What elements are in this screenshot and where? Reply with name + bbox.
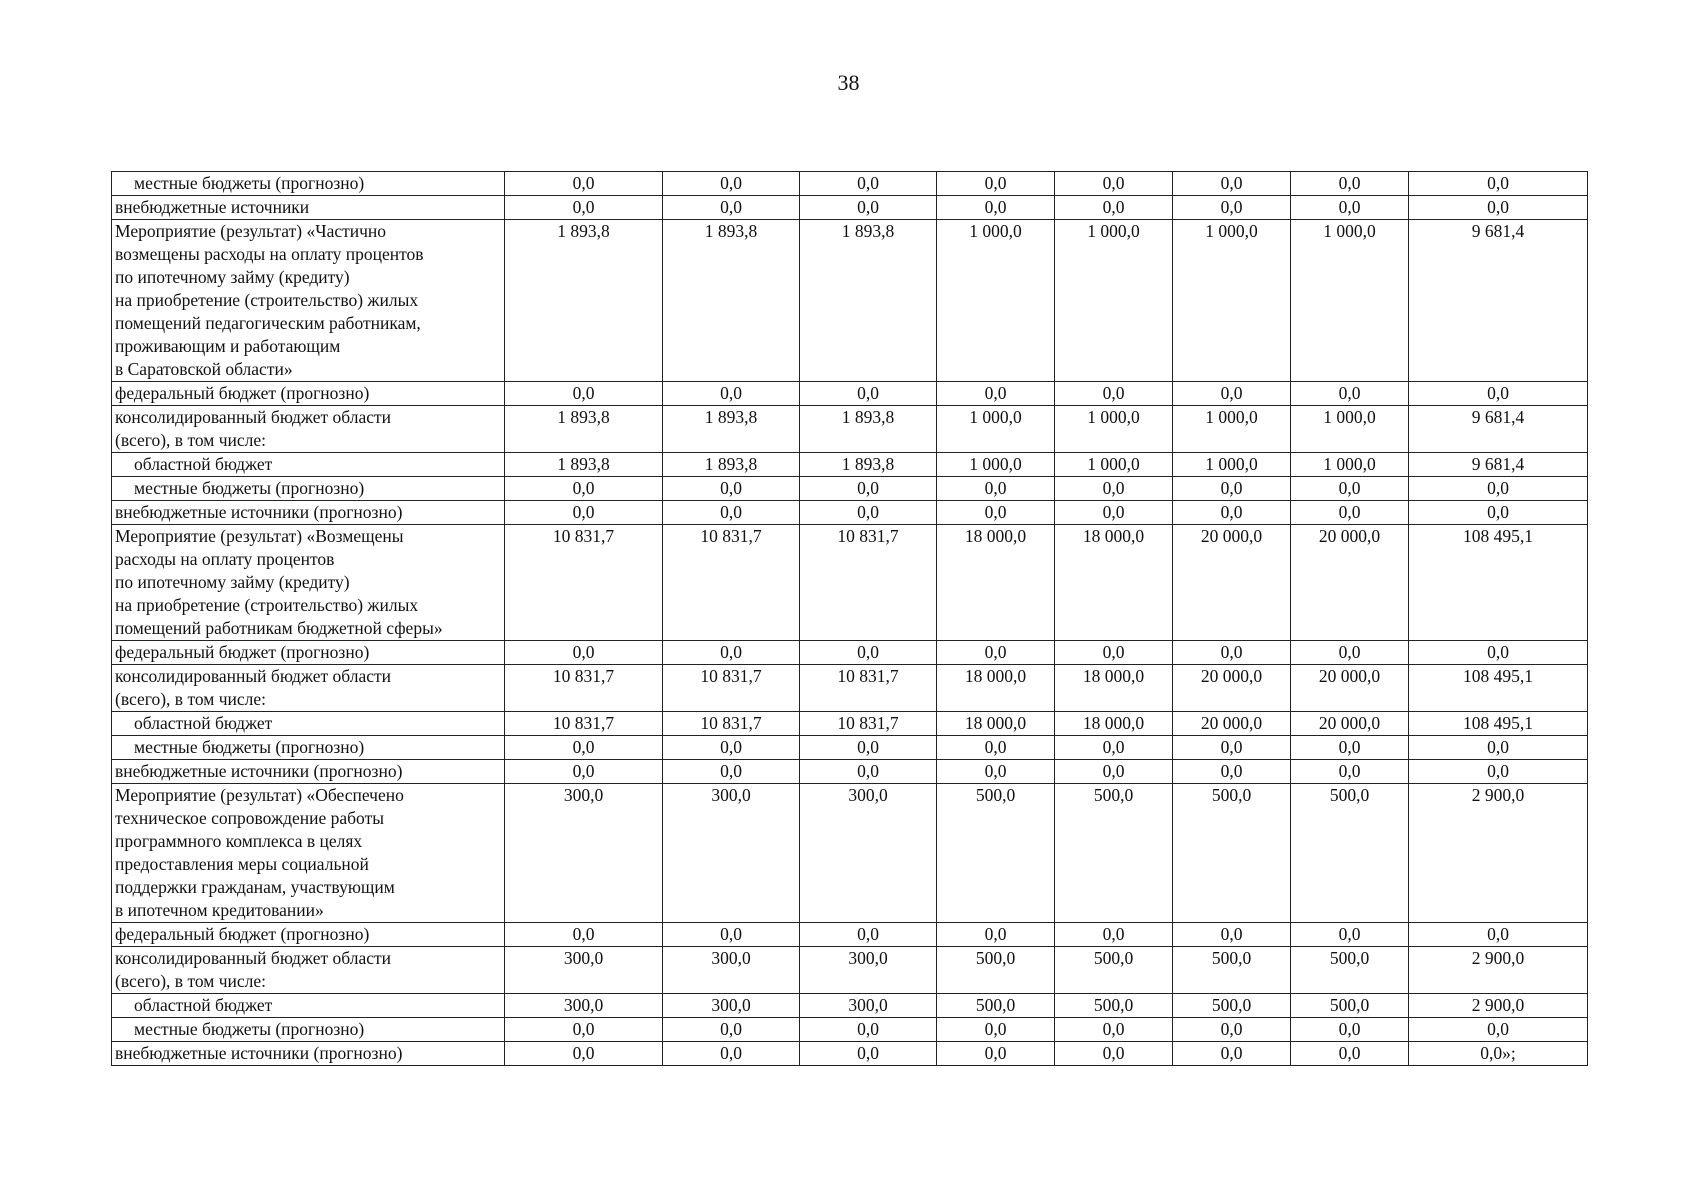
table-row [112,641,1588,665]
value-cell: 0,0 [1291,923,1409,947]
value-cell: 0,0 [663,477,800,501]
value-cell: 500,0 [937,994,1055,1018]
value-cell: 0,0 [800,1042,937,1066]
total-cell: 0,0 [1409,501,1588,525]
value-cell: 10 831,7 [800,525,937,641]
total-cell: 108 495,1 [1409,712,1588,736]
value-cell: 0,0 [505,172,663,196]
row-label: местные бюджеты (прогнозно) [112,172,505,196]
row-label: местные бюджеты (прогнозно) [112,1018,505,1042]
value-cell: 0,0 [1173,501,1291,525]
value-cell: 1 893,8 [663,406,800,453]
value-cell: 0,0 [1055,1042,1173,1066]
value-cell: 0,0 [1291,1042,1409,1066]
table-row [112,172,1588,196]
value-cell: 1 893,8 [663,220,800,382]
table-row [112,947,1588,994]
value-cell: 0,0 [663,923,800,947]
value-cell: 0,0 [1173,736,1291,760]
total-cell: 2 900,0 [1409,994,1588,1018]
value-cell: 500,0 [1291,947,1409,994]
value-cell: 0,0 [663,736,800,760]
row-label: местные бюджеты (прогнозно) [112,736,505,760]
value-cell: 500,0 [1173,784,1291,923]
value-cell: 300,0 [663,994,800,1018]
value-cell: 10 831,7 [800,712,937,736]
value-cell: 0,0 [663,760,800,784]
value-cell: 0,0 [800,172,937,196]
value-cell: 0,0 [1291,760,1409,784]
value-cell: 0,0 [1055,641,1173,665]
value-cell: 18 000,0 [937,525,1055,641]
value-cell: 0,0 [1055,477,1173,501]
value-cell: 300,0 [663,947,800,994]
total-cell: 0,0 [1409,477,1588,501]
value-cell: 300,0 [663,784,800,923]
table-row [112,501,1588,525]
value-cell: 1 893,8 [800,220,937,382]
value-cell: 300,0 [800,947,937,994]
total-cell: 9 681,4 [1409,220,1588,382]
value-cell: 0,0 [937,172,1055,196]
value-cell: 0,0 [505,1042,663,1066]
value-cell: 1 893,8 [800,406,937,453]
table-row [112,784,1588,923]
value-cell: 10 831,7 [663,665,800,712]
value-cell: 0,0 [1173,477,1291,501]
value-cell: 18 000,0 [1055,712,1173,736]
row-label: областной бюджет [112,994,505,1018]
total-cell: 9 681,4 [1409,453,1588,477]
value-cell: 1 000,0 [1173,406,1291,453]
row-label: консолидированный бюджет области (всего), в том числе: [112,947,505,994]
total-cell: 9 681,4 [1409,406,1588,453]
value-cell: 0,0 [800,477,937,501]
table-row [112,196,1588,220]
value-cell: 500,0 [1291,994,1409,1018]
value-cell: 500,0 [937,784,1055,923]
row-label: федеральный бюджет (прогнозно) [112,382,505,406]
budget-table [111,171,1588,1066]
value-cell: 0,0 [1173,172,1291,196]
total-cell: 0,0 [1409,736,1588,760]
value-cell: 0,0 [505,736,663,760]
value-cell: 500,0 [937,947,1055,994]
value-cell: 1 893,8 [505,406,663,453]
row-label: консолидированный бюджет области (всего), в том числе: [112,406,505,453]
value-cell: 0,0 [1291,641,1409,665]
row-label: федеральный бюджет (прогнозно) [112,923,505,947]
table-row [112,1042,1588,1066]
value-cell: 0,0 [1173,641,1291,665]
value-cell: 10 831,7 [505,665,663,712]
value-cell: 0,0 [937,196,1055,220]
value-cell: 300,0 [505,784,663,923]
value-cell: 0,0 [663,641,800,665]
value-cell: 0,0 [663,196,800,220]
value-cell: 0,0 [937,501,1055,525]
value-cell: 0,0 [1173,760,1291,784]
value-cell: 1 000,0 [937,220,1055,382]
value-cell: 0,0 [800,736,937,760]
row-label: областной бюджет [112,453,505,477]
value-cell: 1 893,8 [505,453,663,477]
row-label: внебюджетные источники (прогнозно) [112,1042,505,1066]
row-label: федеральный бюджет (прогнозно) [112,641,505,665]
value-cell: 0,0 [1291,196,1409,220]
value-cell: 0,0 [1055,760,1173,784]
row-label: областной бюджет [112,712,505,736]
value-cell: 10 831,7 [505,525,663,641]
value-cell: 0,0 [505,1018,663,1042]
value-cell: 0,0 [1055,501,1173,525]
table-row [112,220,1588,382]
total-cell: 108 495,1 [1409,665,1588,712]
value-cell: 1 000,0 [1291,220,1409,382]
value-cell: 1 000,0 [1173,220,1291,382]
total-cell: 2 900,0 [1409,784,1588,923]
row-label: внебюджетные источники (прогнозно) [112,760,505,784]
value-cell: 0,0 [937,1042,1055,1066]
table-row [112,665,1588,712]
total-cell: 0,0 [1409,923,1588,947]
value-cell: 18 000,0 [937,712,1055,736]
total-cell: 2 900,0 [1409,947,1588,994]
value-cell: 0,0 [1291,172,1409,196]
value-cell: 0,0 [937,760,1055,784]
value-cell: 1 893,8 [663,453,800,477]
table-row [112,525,1588,641]
value-cell: 0,0 [1291,382,1409,406]
value-cell: 0,0 [1291,477,1409,501]
value-cell: 1 000,0 [1173,453,1291,477]
value-cell: 300,0 [505,947,663,994]
value-cell: 20 000,0 [1173,712,1291,736]
value-cell: 1 893,8 [505,220,663,382]
total-cell: 0,0 [1409,760,1588,784]
table-row [112,994,1588,1018]
value-cell: 0,0 [937,382,1055,406]
value-cell: 0,0 [1173,923,1291,947]
total-cell: 0,0 [1409,1018,1588,1042]
value-cell: 0,0 [505,501,663,525]
value-cell: 0,0 [663,1018,800,1042]
value-cell: 1 000,0 [1055,406,1173,453]
value-cell: 0,0 [800,923,937,947]
value-cell: 10 831,7 [663,525,800,641]
value-cell: 0,0 [1055,736,1173,760]
value-cell: 0,0 [1291,1018,1409,1042]
value-cell: 1 000,0 [1055,453,1173,477]
value-cell: 500,0 [1173,947,1291,994]
value-cell: 0,0 [800,1018,937,1042]
value-cell: 0,0 [937,1018,1055,1042]
value-cell: 18 000,0 [937,665,1055,712]
value-cell: 0,0 [937,736,1055,760]
table-row [112,382,1588,406]
row-label: Мероприятие (результат) «Частично возмещены расходы на оплату процентов по ипотечному займу (кредиту) на приобретение (строительство) жилых помещений педагогическим работникам, проживающим и работающим в Саратовской области» [112,220,505,382]
value-cell: 1 893,8 [800,453,937,477]
row-label: Мероприятие (результат) «Возмещены расходы на оплату процентов по ипотечному займу (кредиту) на приобретение (строительство) жилых помещений работникам бюджетной сферы» [112,525,505,641]
value-cell: 300,0 [800,784,937,923]
value-cell: 20 000,0 [1291,712,1409,736]
value-cell: 0,0 [1055,196,1173,220]
page-number: 38 [837,70,860,95]
table-row [112,736,1588,760]
total-cell: 0,0 [1409,641,1588,665]
value-cell: 20 000,0 [1291,525,1409,641]
value-cell: 1 000,0 [937,453,1055,477]
value-cell: 0,0 [800,641,937,665]
value-cell: 0,0 [1173,382,1291,406]
total-cell: 0,0»; [1409,1042,1588,1066]
value-cell: 0,0 [1173,1018,1291,1042]
value-cell: 20 000,0 [1173,525,1291,641]
row-label: консолидированный бюджет области (всего), в том числе: [112,665,505,712]
value-cell: 20 000,0 [1291,665,1409,712]
table-row [112,760,1588,784]
value-cell: 10 831,7 [800,665,937,712]
table-row [112,923,1588,947]
table-row [112,406,1588,453]
value-cell: 0,0 [663,172,800,196]
value-cell: 0,0 [505,760,663,784]
value-cell: 0,0 [1055,172,1173,196]
value-cell: 0,0 [1055,923,1173,947]
row-label: местные бюджеты (прогнозно) [112,477,505,501]
value-cell: 0,0 [1291,501,1409,525]
value-cell: 0,0 [1055,382,1173,406]
total-cell: 108 495,1 [1409,525,1588,641]
table-row [112,712,1588,736]
value-cell: 0,0 [800,196,937,220]
total-cell: 0,0 [1409,172,1588,196]
row-label: внебюджетные источники (прогнозно) [112,501,505,525]
value-cell: 500,0 [1291,784,1409,923]
value-cell: 300,0 [800,994,937,1018]
value-cell: 0,0 [800,382,937,406]
value-cell: 0,0 [937,477,1055,501]
value-cell: 10 831,7 [663,712,800,736]
value-cell: 500,0 [1055,947,1173,994]
value-cell: 0,0 [937,923,1055,947]
table-row [112,477,1588,501]
value-cell: 1 000,0 [937,406,1055,453]
value-cell: 0,0 [663,382,800,406]
value-cell: 18 000,0 [1055,525,1173,641]
table-row [112,1018,1588,1042]
row-label: внебюджетные источники [112,196,505,220]
table-body [112,172,1588,1066]
value-cell: 0,0 [505,477,663,501]
value-cell: 0,0 [800,501,937,525]
value-cell: 300,0 [505,994,663,1018]
value-cell: 0,0 [505,641,663,665]
value-cell: 1 000,0 [1291,406,1409,453]
value-cell: 1 000,0 [1055,220,1173,382]
value-cell: 18 000,0 [1055,665,1173,712]
value-cell: 10 831,7 [505,712,663,736]
value-cell: 0,0 [1173,1042,1291,1066]
value-cell: 0,0 [663,1042,800,1066]
value-cell: 500,0 [1173,994,1291,1018]
value-cell: 0,0 [505,923,663,947]
value-cell: 0,0 [1291,736,1409,760]
value-cell: 0,0 [663,501,800,525]
value-cell: 500,0 [1055,784,1173,923]
value-cell: 1 000,0 [1291,453,1409,477]
table-row [112,453,1588,477]
value-cell: 0,0 [505,382,663,406]
row-label: Мероприятие (результат) «Обеспечено техническое сопровождение работы программного комплекса в целях предоставления меры социальной поддержки гражданам, участвующим в ипотечном кредитовании» [112,784,505,923]
value-cell: 0,0 [1055,1018,1173,1042]
value-cell: 20 000,0 [1173,665,1291,712]
value-cell: 0,0 [1173,196,1291,220]
value-cell: 500,0 [1055,994,1173,1018]
total-cell: 0,0 [1409,382,1588,406]
value-cell: 0,0 [937,641,1055,665]
value-cell: 0,0 [505,196,663,220]
value-cell: 0,0 [800,760,937,784]
total-cell: 0,0 [1409,196,1588,220]
